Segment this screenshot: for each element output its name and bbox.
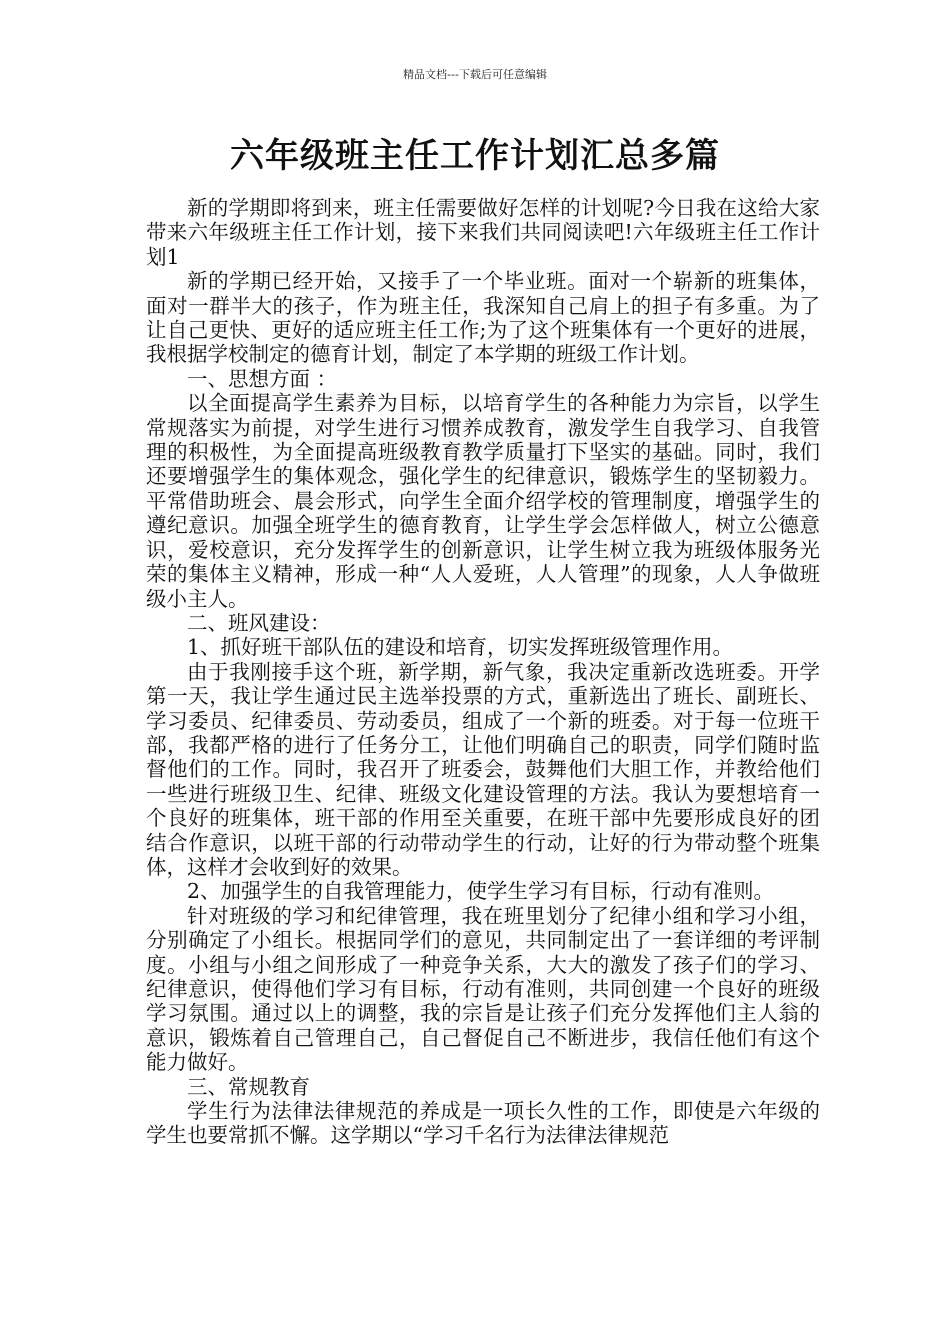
document-body — [146, 196, 820, 1148]
document-title: 六年级班主任工作计划汇总多篇 — [230, 136, 720, 176]
section-heading-routine: 三、常规教育 — [187, 1074, 310, 1099]
header-note: 精品文档---下载后可任意编辑 — [403, 68, 547, 81]
paragraph-class-committee: 由于我刚接手这个班，新学期，新气象，我决定重新改选班委。开学第一天，我让学生通过民主选举投票的方式，重新选出了班长、副班长、学习委员、纪律委员、劳动委员，组成了一个新的班委。对于每一位班干部，我都严格的进行了任务分工，让他们明确自己的职责，同学们随时监督他们的工作。同时，我召开了班委会，鼓舞他们大胆工作，并教给他们一些进行班级卫生、纪律、班级文化建设管理的方法。我认为要想培育一个良好的班集体，班干部的作用至关重要，在班干部中先要形成良好的团结合作意识，以班干部的行动带动学生的行动，让好的行为带动整个班集体，这样才会收到好的效果。 — [146, 659, 820, 879]
paragraph-opening: 新的学期已经开始，又接手了一个毕业班。面对一个崭新的班集体，面对一群半大的孩子，作为班主任，我深知自己肩上的担子有多重。为了让自己更快、更好的适应班主任工作;为了这个班集体有一个更好的进展，我根据学校制定的德育计划，制定了本学期的班级工作计划。 — [146, 269, 820, 367]
paragraph-intro: 新的学期即将到来，班主任需要做好怎样的计划呢?今日我在这给大家带来六年级班主任工作计划，接下来我们共同阅读吧!六年级班主任工作计划1 — [146, 196, 820, 269]
paragraph-groups: 针对班级的学习和纪律管理，我在班里划分了纪律小组和学习小组，分别确定了小组长。根据同学们的意见，共同制定出了一套详细的考评制度。小组与小组之间形成了一种竞争关系，大大的激发了孩子们的学习、纪律意识，使得他们学习有目标，行动有准则，共同创建一个良好的班级学习氛围。通过以上的调整，我的宗旨是让孩子们充分发挥他们主人翁的意识，锻炼着自己管理自己，自己督促自己不断进步，我信任他们有这个能力做好。 — [146, 903, 820, 1075]
paragraph-routine: 学生行为法律法律规范的养成是一项长久性的工作，即使是六年级的学生也要常抓不懈。这学期以“学习千名行为法律法律规范 — [146, 1099, 820, 1148]
section-heading-thought: 一、思想方面 ： — [187, 366, 338, 391]
paragraph-thought: 以全面提高学生素养为目标，以培育学生的各种能力为宗旨，以学生常规落实为前提，对学生进行习惯养成教育，激发学生自我学习、自我管理的积极性，为全面提高班级教育教学质量打下坚实的基础。同时，我们还要增强学生的集体观念，强化学生的纪律意识，锻炼学生的坚韧毅力。平常借助班会、晨会形式，向学生全面介绍学校的管理制度，增强学生的遵纪意识。加强全班学生的德育教育，让学生学会怎样做人，树立公德意识，爱校意识，充分发挥学生的创新意识，让学生树立我为班级体服务光荣的集体主义精神，形成一种“人人爱班，人人管理”的现象，人人争做班级小主人。 — [146, 391, 820, 611]
section-heading-class-style: 二、班风建设： — [187, 610, 331, 635]
paragraph-item-1: 1、抓好班干部队伍的建设和培育，切实发挥班级管理作用。 — [187, 635, 734, 660]
paragraph-item-2: 2、加强学生的自我管理能力，使学生学习有目标，行动有准则。 — [187, 879, 775, 904]
